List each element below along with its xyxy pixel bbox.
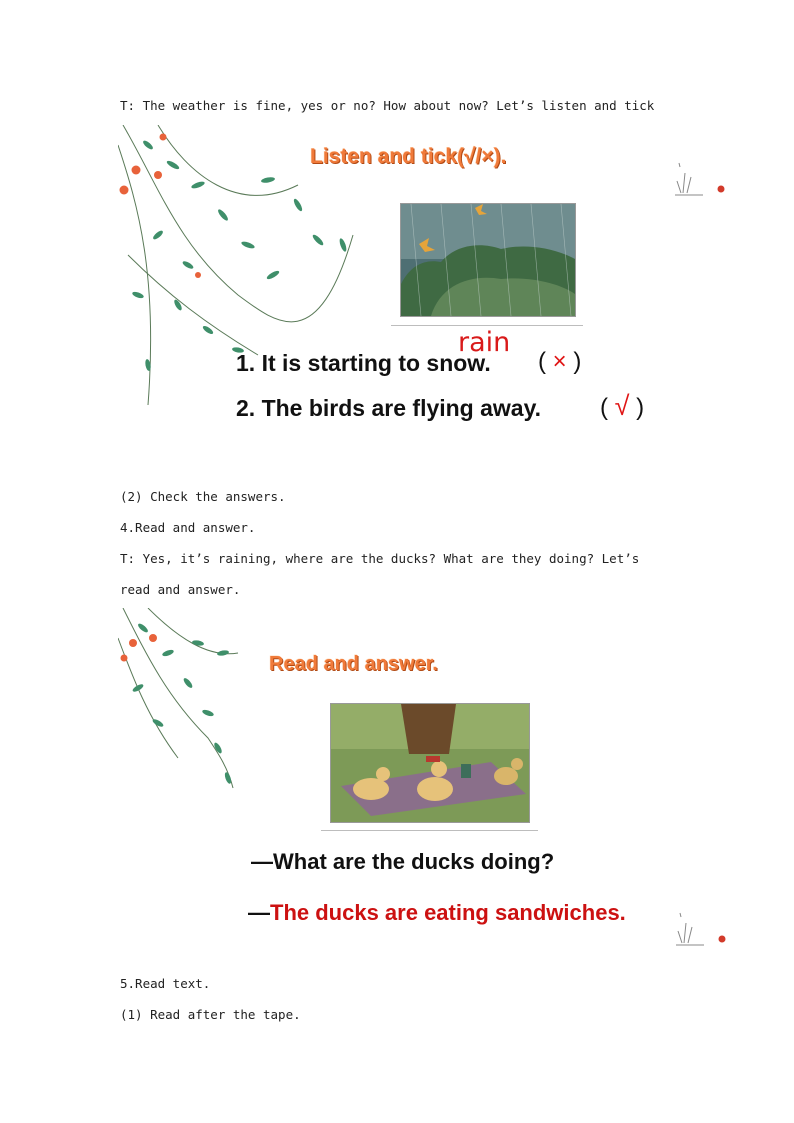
statement-2-text: The birds are flying away.	[261, 395, 542, 421]
statement-2-number: 2.	[236, 395, 256, 421]
rainy-forest-picture	[400, 203, 576, 317]
question-text: —What are the ducks doing?	[251, 849, 555, 874]
slide-title: Listen and tick(√/×).	[310, 145, 507, 168]
answer-mark-1	[538, 348, 581, 376]
mark-2-open: (	[600, 394, 608, 421]
mark-2-close: )	[636, 394, 645, 421]
picture-underline	[391, 325, 583, 326]
statement-1-text: It is starting to snow.	[261, 350, 491, 376]
teacher-line-2: read and answer.	[120, 582, 241, 597]
picture-underline	[321, 830, 538, 831]
check-answers-text: (2) Check the answers.	[120, 489, 286, 504]
answer-dash: —	[248, 900, 270, 925]
ducks-picnic-picture	[330, 703, 530, 823]
check-mark-icon: √	[614, 391, 630, 421]
mark-1-open: (	[538, 348, 546, 375]
read-text-heading: 5.Read text.	[120, 976, 211, 991]
teacher-line-1: T: Yes, it’s raining, where are the ducks? What are they doing? Let’s	[120, 551, 640, 566]
read-and-answer-heading: 4.Read and answer.	[120, 520, 256, 535]
cross-mark-icon: ×	[552, 348, 567, 375]
statement-2	[236, 395, 541, 422]
handwritten-correction: rain	[458, 327, 511, 358]
grass-sketch-icon	[673, 153, 733, 203]
slide-read-and-answer	[118, 608, 738, 953]
answer-sentence: The ducks are eating sandwiches.	[270, 900, 626, 925]
mark-1-close: )	[573, 348, 582, 375]
answer-mark-2	[600, 391, 644, 422]
vine-decoration-icon	[118, 608, 248, 793]
answer-text	[248, 900, 626, 926]
intro-text: T: The weather is fine, yes or no? How about now? Let’s listen and tick	[120, 98, 655, 113]
slide-title: Read and answer.	[269, 653, 438, 675]
slide-listen-and-tick	[118, 125, 738, 450]
statement-1	[236, 350, 491, 377]
grass-sketch-icon	[674, 903, 734, 953]
read-after-tape-text: (1) Read after the tape.	[120, 1007, 301, 1022]
statement-1-number: 1.	[236, 350, 256, 376]
